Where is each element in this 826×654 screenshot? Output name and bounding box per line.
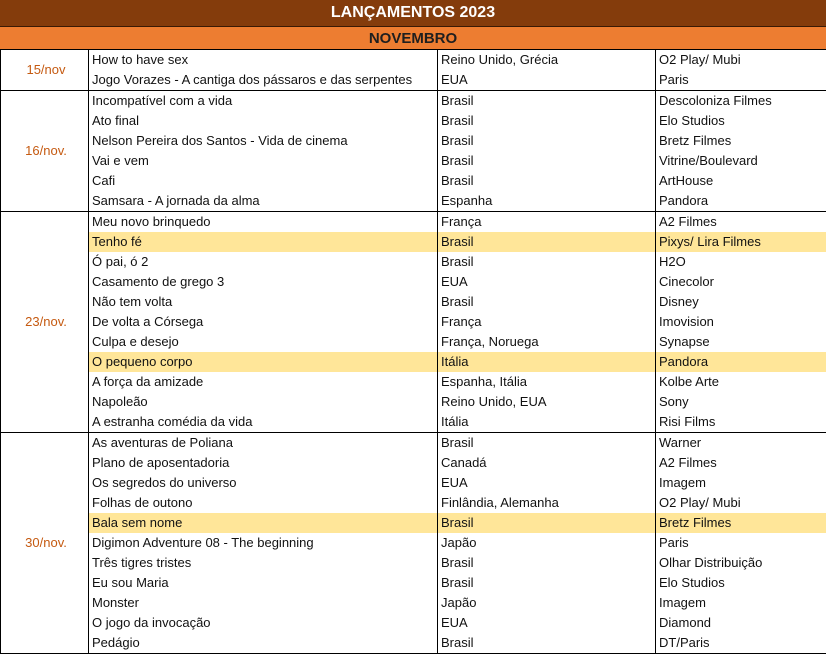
table-row [1, 573, 826, 593]
sheet-title: LANÇAMENTOS 2023 [0, 0, 826, 27]
movie-title: Culpa e desejo [89, 332, 438, 352]
table-row [1, 372, 826, 392]
movie-distributor: Pandora [656, 352, 826, 372]
movie-country: Reino Unido, EUA [438, 392, 656, 412]
release-date: 16/nov. [1, 91, 89, 212]
movie-title: Ó pai, ó 2 [89, 252, 438, 272]
movie-distributor: Pixys/ Lira Filmes [656, 232, 826, 252]
table-row [1, 70, 826, 91]
release-date: 23/nov. [1, 212, 89, 433]
movie-distributor: Paris [656, 533, 826, 553]
table-row [1, 171, 826, 191]
movie-distributor: Kolbe Arte [656, 372, 826, 392]
table-row [1, 312, 826, 332]
movie-distributor: H2O [656, 252, 826, 272]
movie-distributor: O2 Play/ Mubi [656, 50, 826, 70]
movie-distributor: Diamond [656, 613, 826, 633]
movie-title: Monster [89, 593, 438, 613]
table-row [1, 533, 826, 553]
movie-distributor: Bretz Filmes [656, 131, 826, 151]
movie-distributor: Imagem [656, 473, 826, 493]
movie-distributor: Imovision [656, 312, 826, 332]
table-row [1, 392, 826, 412]
movie-country: Brasil [438, 433, 656, 454]
movie-distributor: Imagem [656, 593, 826, 613]
table-row [1, 593, 826, 613]
movie-country: Japão [438, 533, 656, 553]
table-row [1, 91, 826, 112]
table-row [1, 252, 826, 272]
movie-country: Brasil [438, 292, 656, 312]
movie-distributor: Cinecolor [656, 272, 826, 292]
movie-title: Ato final [89, 111, 438, 131]
movie-title: Não tem volta [89, 292, 438, 312]
movie-distributor: Elo Studios [656, 111, 826, 131]
movie-title: Samsara - A jornada da alma [89, 191, 438, 212]
table-row [1, 212, 826, 233]
movie-title: Os segredos do universo [89, 473, 438, 493]
release-date: 30/nov. [1, 433, 89, 654]
movie-title: Eu sou Maria [89, 573, 438, 593]
movie-title: Tenho fé [89, 232, 438, 252]
movie-country: Brasil [438, 573, 656, 593]
release-table [0, 50, 826, 654]
movie-distributor: DT/Paris [656, 633, 826, 654]
table-row [1, 412, 826, 433]
movie-distributor: ArtHouse [656, 171, 826, 191]
movie-country: Brasil [438, 151, 656, 171]
table-row [1, 151, 826, 171]
movie-country: Brasil [438, 91, 656, 112]
movie-title: A estranha comédia da vida [89, 412, 438, 433]
movie-country: Brasil [438, 232, 656, 252]
movie-distributor: Olhar Distribuição [656, 553, 826, 573]
movie-title: Digimon Adventure 08 - The beginning [89, 533, 438, 553]
movie-distributor: Paris [656, 70, 826, 91]
movie-country: França [438, 312, 656, 332]
month-header: NOVEMBRO [0, 27, 826, 50]
movie-country: Brasil [438, 633, 656, 654]
movie-title: Bala sem nome [89, 513, 438, 533]
movie-title: Três tigres tristes [89, 553, 438, 573]
movie-title: Folhas de outono [89, 493, 438, 513]
movie-distributor: Synapse [656, 332, 826, 352]
movie-distributor: Risi Films [656, 412, 826, 433]
movie-title: Cafi [89, 171, 438, 191]
movie-title: Plano de aposentadoria [89, 453, 438, 473]
movie-title: How to have sex [89, 50, 438, 70]
release-date: 15/nov [1, 50, 89, 91]
movie-distributor: Descoloniza Filmes [656, 91, 826, 112]
movie-country: Brasil [438, 513, 656, 533]
movie-country: Itália [438, 352, 656, 372]
table-row [1, 433, 826, 454]
movie-country: EUA [438, 70, 656, 91]
movie-distributor: Sony [656, 392, 826, 412]
table-row [1, 50, 826, 70]
table-row [1, 332, 826, 352]
movie-distributor: Pandora [656, 191, 826, 212]
movie-country: EUA [438, 272, 656, 292]
table-row [1, 453, 826, 473]
movie-title: Casamento de grego 3 [89, 272, 438, 292]
table-row [1, 613, 826, 633]
movie-country: Brasil [438, 171, 656, 191]
movie-title: Incompatível com a vida [89, 91, 438, 112]
table-row [1, 633, 826, 654]
movie-country: Brasil [438, 111, 656, 131]
movie-title: O pequeno corpo [89, 352, 438, 372]
movie-country: EUA [438, 473, 656, 493]
movie-title: Meu novo brinquedo [89, 212, 438, 233]
movie-title: Nelson Pereira dos Santos - Vida de cinema [89, 131, 438, 151]
movie-distributor: Disney [656, 292, 826, 312]
movie-country: Espanha [438, 191, 656, 212]
movie-distributor: O2 Play/ Mubi [656, 493, 826, 513]
movie-country: França [438, 212, 656, 233]
table-row [1, 131, 826, 151]
movie-title: De volta a Córsega [89, 312, 438, 332]
movie-title: As aventuras de Poliana [89, 433, 438, 454]
movie-country: Brasil [438, 252, 656, 272]
movie-country: Espanha, Itália [438, 372, 656, 392]
movie-country: Reino Unido, Grécia [438, 50, 656, 70]
movie-country: EUA [438, 613, 656, 633]
table-row [1, 232, 826, 252]
release-table-body [1, 50, 826, 654]
table-row [1, 493, 826, 513]
movie-country: França, Noruega [438, 332, 656, 352]
movie-distributor: A2 Filmes [656, 212, 826, 233]
movie-title: Jogo Vorazes - A cantiga dos pássaros e das serpentes [89, 70, 438, 91]
table-row [1, 553, 826, 573]
movie-title: A força da amizade [89, 372, 438, 392]
table-row [1, 292, 826, 312]
movie-title: Pedágio [89, 633, 438, 654]
movie-distributor: Elo Studios [656, 573, 826, 593]
table-row [1, 513, 826, 533]
movie-country: Canadá [438, 453, 656, 473]
movie-title: O jogo da invocação [89, 613, 438, 633]
movie-country: Finlândia, Alemanha [438, 493, 656, 513]
movie-country: Brasil [438, 131, 656, 151]
movie-distributor: Warner [656, 433, 826, 454]
movie-country: Itália [438, 412, 656, 433]
movie-distributor: A2 Filmes [656, 453, 826, 473]
movie-title: Napoleão [89, 392, 438, 412]
movie-distributor: Bretz Filmes [656, 513, 826, 533]
movie-distributor: Vitrine/Boulevard [656, 151, 826, 171]
table-row [1, 352, 826, 372]
movie-country: Brasil [438, 553, 656, 573]
table-row [1, 272, 826, 292]
movie-country: Japão [438, 593, 656, 613]
movie-title: Vai e vem [89, 151, 438, 171]
table-row [1, 473, 826, 493]
table-row [1, 191, 826, 212]
table-row [1, 111, 826, 131]
